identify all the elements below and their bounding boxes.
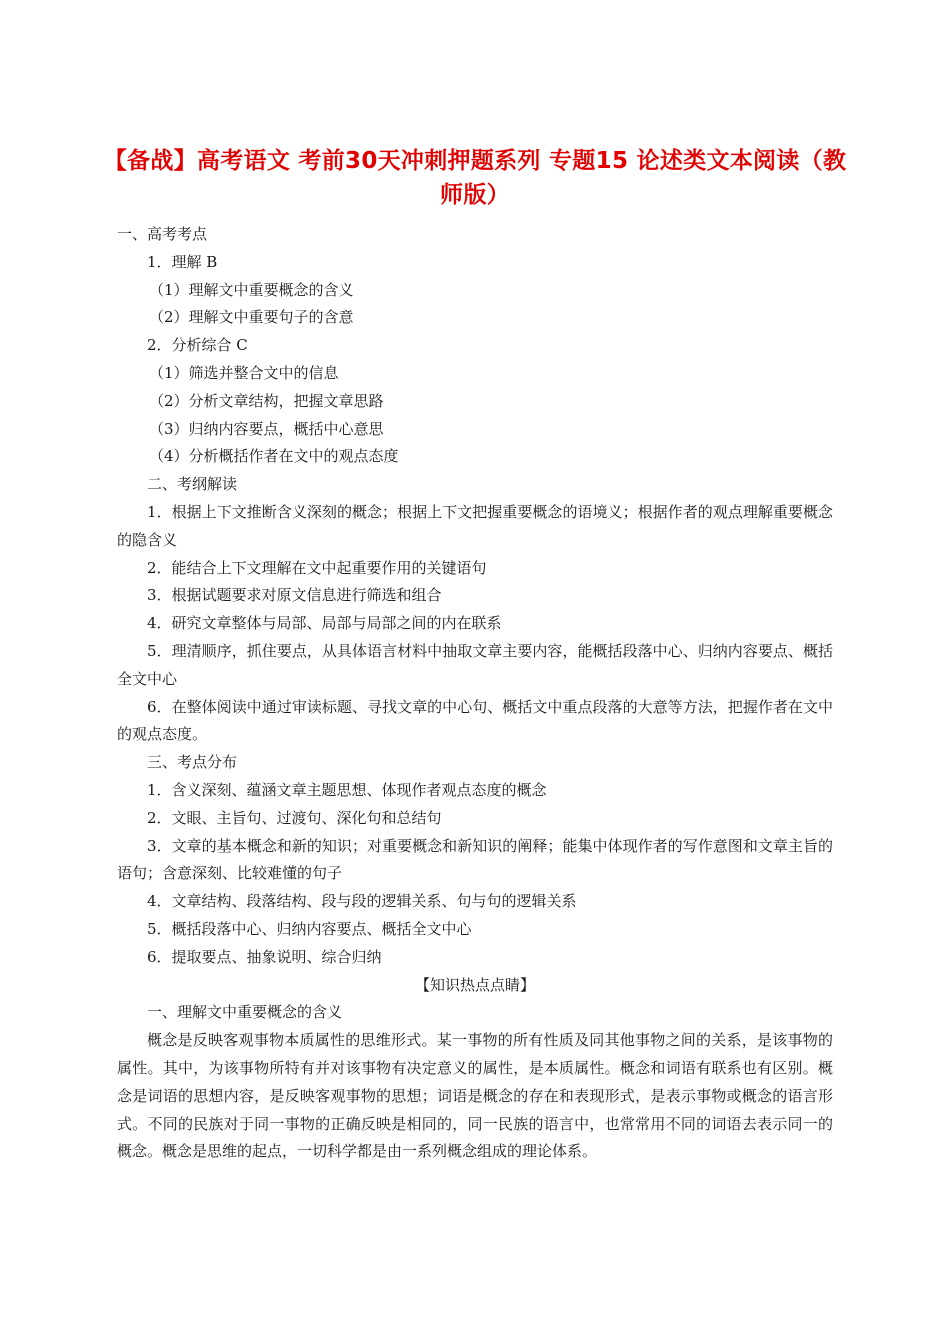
list-subitem: （1）筛选并整合文中的信息 <box>149 363 339 382</box>
section-heading-syllabus: 二、考纲解读 <box>147 475 238 494</box>
section-heading-exam-points: 一、高考考点 <box>117 225 208 243</box>
list-subitem: （1）理解文中重要概念的含义 <box>149 280 354 299</box>
list-item: 6．在整体阅读中通过审读标题、寻找文章的中心句、概括文中重点段落的大意等方法，把握作者在文中的观点态度。 <box>117 697 833 744</box>
document-title: 【备战】高考语文 考前30天冲刺押题系列 专题15 论述类文本阅读（教师版） <box>103 148 847 208</box>
list-subitem: （2）理解文中重要句子的含意 <box>149 308 354 327</box>
list-item: 2．分析综合 C <box>147 336 248 355</box>
list-item: 3．根据试题要求对原文信息进行筛选和组合 <box>147 586 442 605</box>
list-item: 2．能结合上下文理解在文中起重要作用的关键语句 <box>147 558 487 577</box>
body-paragraph: 概念是反映客观事物本质属性的思维形式。某一事物的所有性质及同其他事物之间的关系，是该事物的属性。其中，为该事物所特有并对该事物有决定意义的属性，是本质属性。概念和词语有联系也有区别。概念是词语的思想内容，是反映客观事物的思想；词语是概念的存在和表现形式，是表示事物或概念的语言形式。不同的民族对于同一事物的正确反映是相同的，同一民族的语言中，也常常用不同的词语去表示同一的概念。概念是思维的起点，一切科学都是由一系列概念组成的理论体系。 <box>117 1031 833 1161</box>
list-item: 1．根据上下文推断含义深刻的概念；根据上下文把握重要概念的语境义；根据作者的观点理解重要概念的隐含义 <box>117 502 833 549</box>
list-item: 6．提取要点、抽象说明、综合归纳 <box>147 947 382 966</box>
list-item: 1．理解 B <box>147 252 218 271</box>
section-heading-distribution: 三、考点分布 <box>147 753 238 772</box>
list-item: 2．文眼、主旨句、过渡句、深化句和总结句 <box>147 808 442 827</box>
knowledge-heading: 【知识热点点睛】 <box>414 975 535 994</box>
list-item: 5．理清顺序，抓住要点，从具体语言材料中抽取文章主要内容，能概括段落中心、归纳内容要点、概括全文中心 <box>117 641 833 688</box>
subsection-heading: 一、理解文中重要概念的含义 <box>147 1003 343 1022</box>
list-item: 3．文章的基本概念和新的知识；对重要概念和新知识的阐释；能集中体现作者的写作意图和文章主旨的语句；含意深刻、比较难懂的句子 <box>117 836 833 883</box>
list-subitem: （2）分析文章结构，把握文章思路 <box>149 391 384 410</box>
list-item: 5．概括段落中心、归纳内容要点、概括全文中心 <box>147 919 472 938</box>
list-subitem: （4）分析概括作者在文中的观点态度 <box>149 447 399 466</box>
list-item: 4．研究文章整体与局部、局部与局部之间的内在联系 <box>147 614 502 633</box>
document-body <box>117 221 833 1166</box>
list-item: 1．含义深刻、蕴涵文章主题思想、体现作者观点态度的概念 <box>147 780 547 799</box>
list-item: 4．文章结构、段落结构、段与段的逻辑关系、句与句的逻辑关系 <box>147 892 577 911</box>
list-subitem: （3）归纳内容要点，概括中心意思 <box>149 419 384 438</box>
